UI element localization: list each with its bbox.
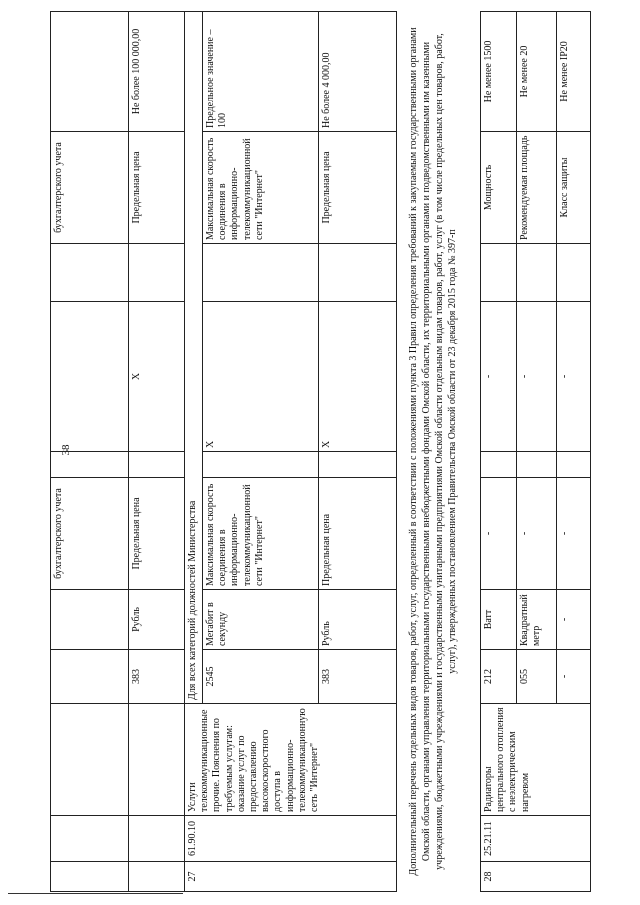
cell-x-mark: X (129, 302, 185, 452)
table-row (185, 12, 203, 892)
cell-ministry-char: Рекомендуемая площадь (517, 132, 557, 244)
cell-unit: Квадратный метр (517, 590, 557, 650)
rotated-table-sheet (50, 12, 590, 892)
footer-divider (8, 893, 183, 894)
cell-char-name: Предельная цена (319, 478, 397, 590)
cell-char-name: Максимальная скорость соединения в информационно-телекоммуникационной сети "Интернет" (203, 478, 319, 590)
cell-unit: Рубль (129, 590, 185, 650)
cell-char-name: Предельная цена (129, 478, 185, 590)
cell-okei-code: 383 (319, 650, 397, 704)
cell-okei-code: - (557, 650, 591, 704)
requirements-table (50, 11, 591, 892)
cell-row-number: 27 (185, 862, 397, 892)
cell-okpd-code: 25.21.11 (481, 816, 591, 862)
cell-ministry-char: Класс защиты (557, 132, 591, 244)
cell-ministry-char: Мощность (481, 132, 517, 244)
table-row (51, 12, 129, 892)
cell-char-name: - (517, 478, 557, 590)
cell-unit: Рубль (319, 590, 397, 650)
cell-okei-code: 383 (129, 650, 185, 704)
cell-unit: Ватт (481, 590, 517, 650)
cell-okpd-code: 61.90.10 (185, 816, 397, 862)
cell-x-mark: X (319, 302, 397, 452)
cell-okei-code: 212 (481, 650, 517, 704)
cell-x-mark: - (517, 302, 557, 452)
cell-okei-code: 2545 (203, 650, 319, 704)
cell-x-mark: X (203, 302, 319, 452)
table-row (481, 12, 517, 892)
cell-ministry-value: Не более 100 000,00 (129, 12, 185, 132)
cell-ministry-value: Предельное значение – 100 (203, 12, 319, 132)
cell-header-accounting-1: бухгалтерского учета (51, 478, 129, 590)
cell-char-name: - (481, 478, 517, 590)
cell-ministry-value: Не более 4 000,00 (319, 12, 397, 132)
cell-ministry-value: Не менее IP20 (557, 12, 591, 132)
cell-ministry-char: Предельная цена (319, 132, 397, 244)
page-number: 38 (60, 444, 72, 456)
table-row (129, 12, 185, 892)
cell-item-name: Радиаторы центрального отопления с неэлектрическим нагревом (481, 704, 591, 816)
section-note: Дополнительный перечень отдельных видов товаров, работ, услуг, определенный в соответствии с положениями пункта 3 Правил определения требований к закупаемым государственными органами Омской области, органами управления территориальными государственными внебюджетными фондами Омской области, их территориальными органами и подведомственными им казенными учреждениями, бюджетными учреждениями и государственными унитарными предприятиями Омской области отдельным видам товаров, работ, услуг (в том числе предельных цен товаров, работ, услуг), утвержденных постановлением Правительства Омской области от 23 декабря 2015 года № 397-п (397, 12, 481, 892)
cell-okei-code: 055 (517, 650, 557, 704)
group-caption: Для всех категорий должностей Министерства (185, 12, 203, 704)
table-row (397, 12, 481, 892)
cell-ministry-char: Максимальная скорость соединения в информационно-телекоммуникационной сети "Интернет" (203, 132, 319, 244)
cell-unit: - (557, 590, 591, 650)
cell-ministry-value: Не менее 20 (517, 12, 557, 132)
cell-header-accounting-2: бухгалтерского учета (51, 132, 129, 244)
cell-x-mark: - (481, 302, 517, 452)
cell-unit: Мегабит в секунду (203, 590, 319, 650)
cell-row-number: 28 (481, 862, 591, 892)
cell-ministry-char: Предельная цена (129, 132, 185, 244)
cell-item-name: Услуги телекоммуникационные прочие. Пояснения по требуемым услугам: оказание услуг по предоставлению высокоскоростного доступа в информационно-телекоммуникационную сеть "Интернет" (185, 704, 397, 816)
cell-x-mark: - (557, 302, 591, 452)
cell-ministry-value: Не менее 1500 (481, 12, 517, 132)
cell-char-name: - (557, 478, 591, 590)
